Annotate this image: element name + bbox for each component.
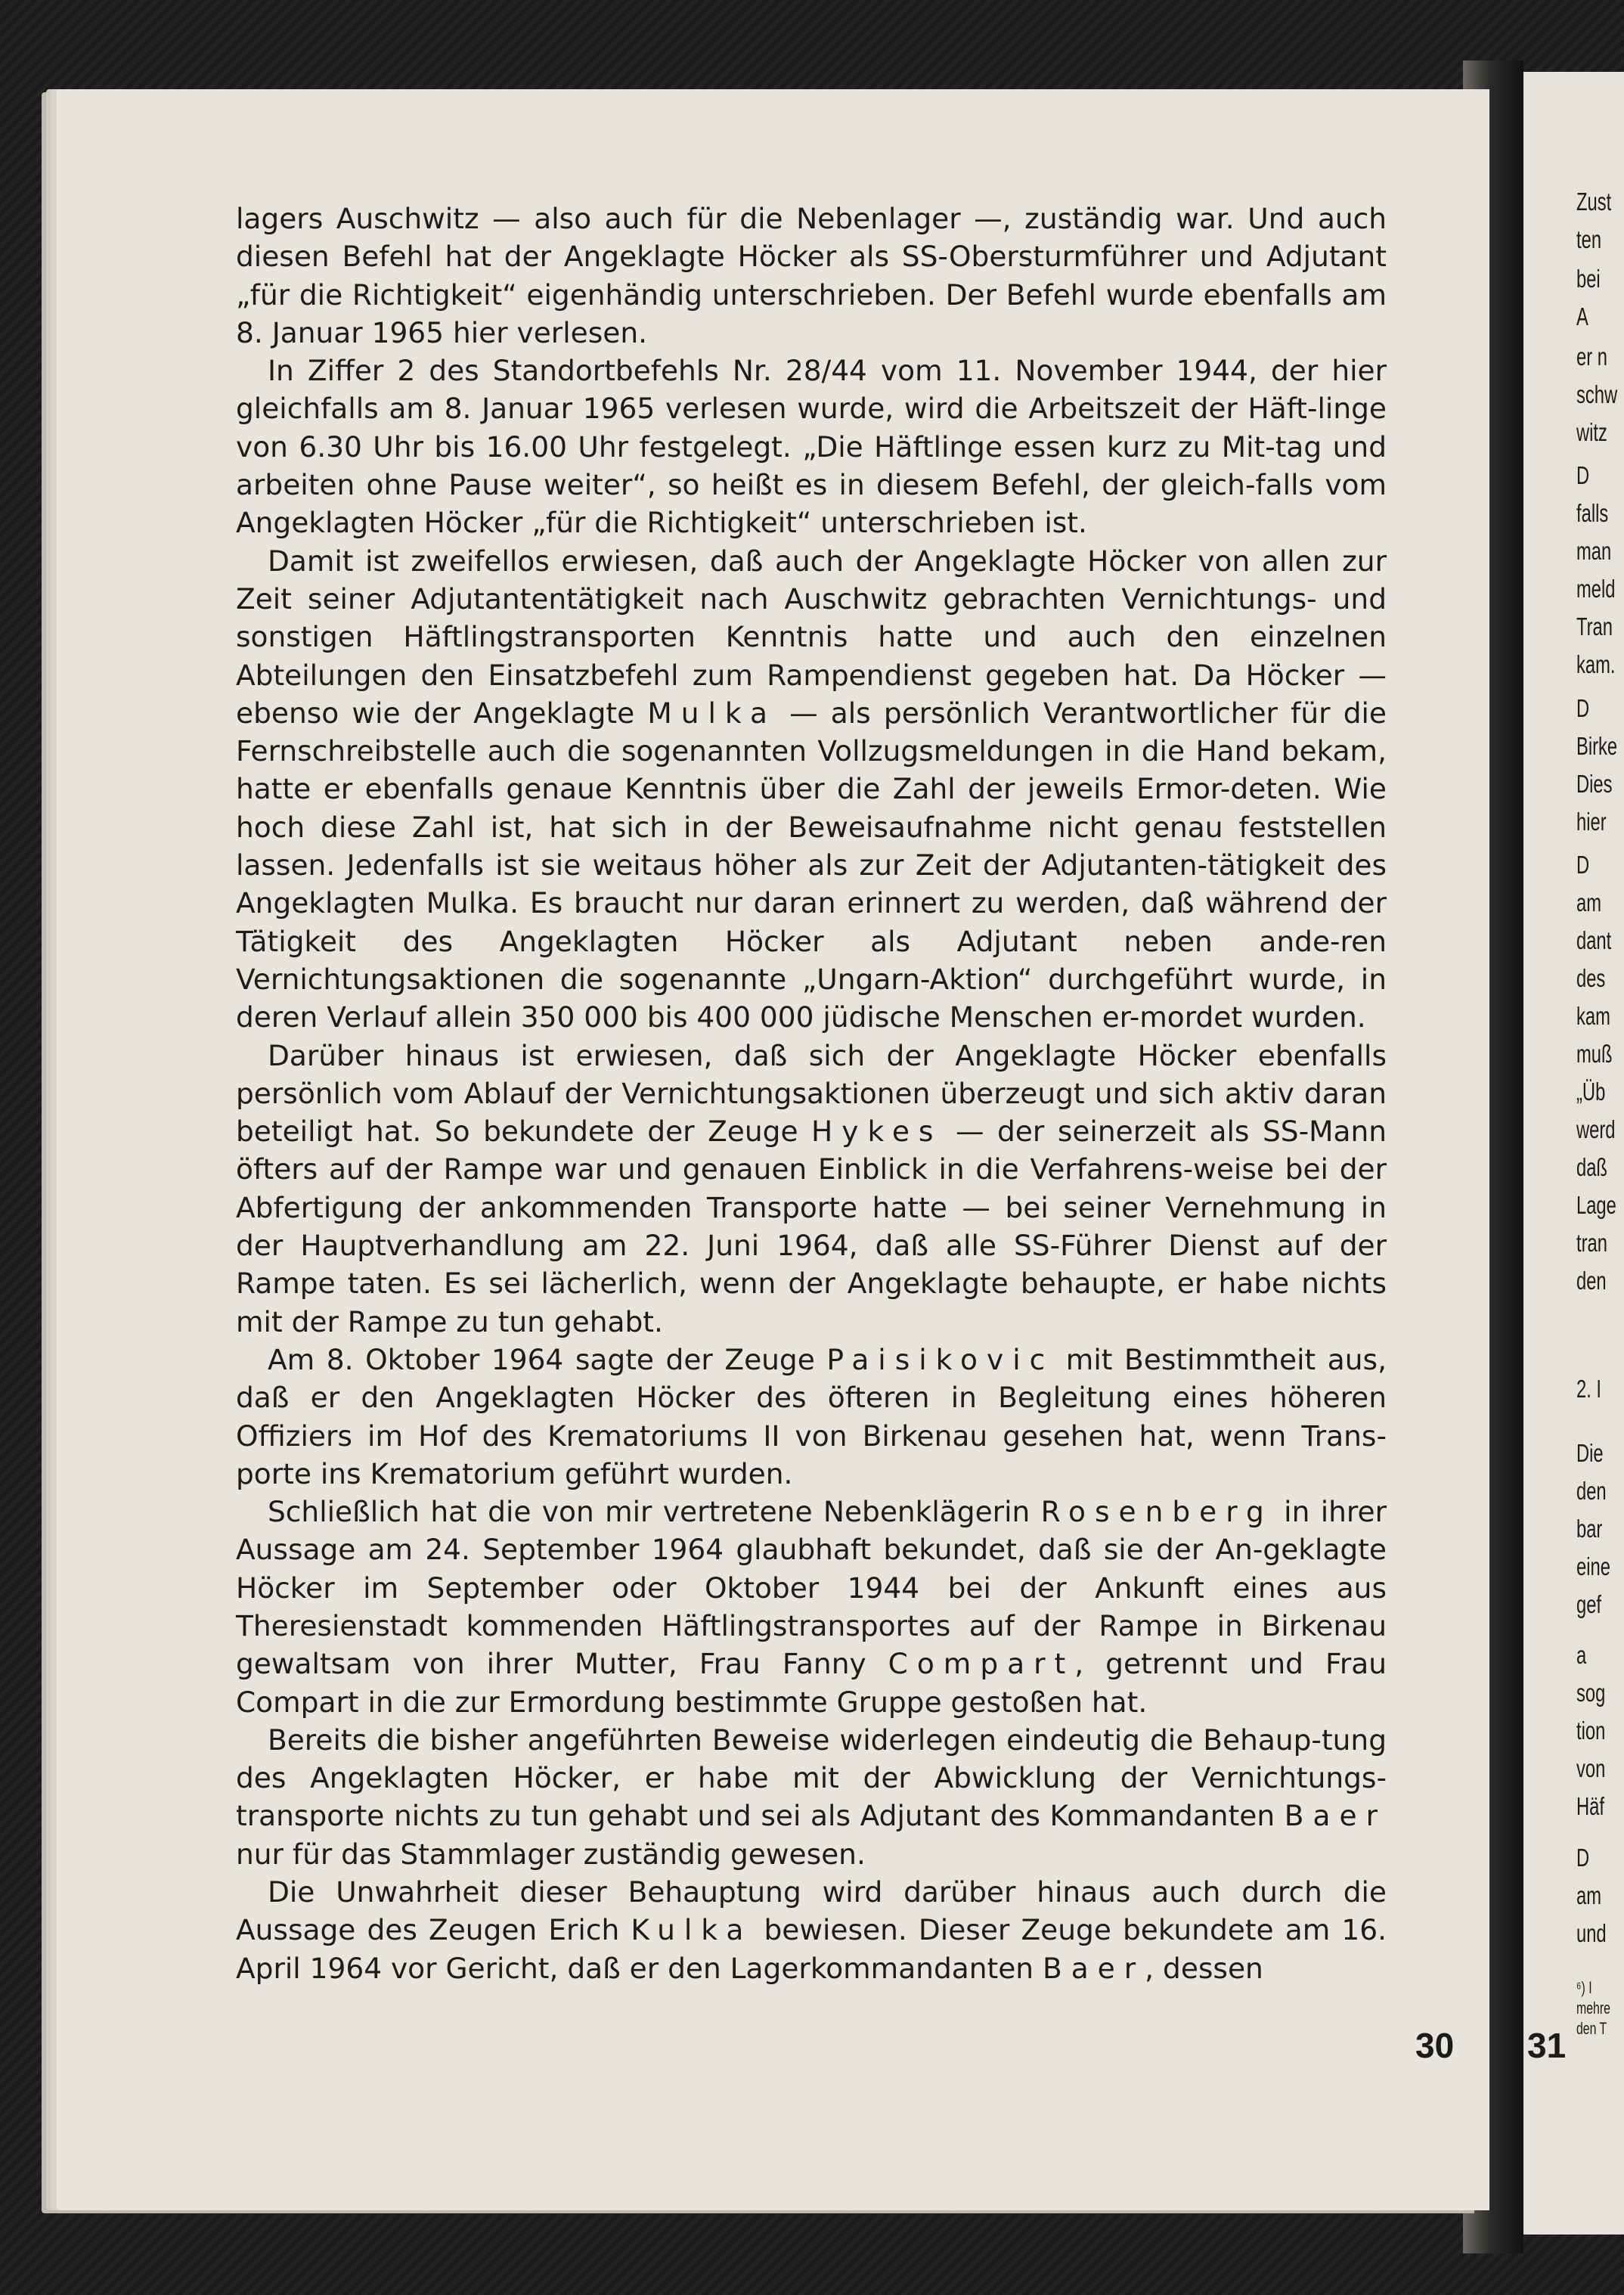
right-page-fragment: und [1576, 1919, 1607, 1947]
right-page-fragment: man [1576, 537, 1612, 565]
paragraph [236, 1341, 1387, 1493]
paragraph-text: — als persönlich Verantwortlicher für die Fernschreibstelle auch die sogenannten Vollzugsmeldungen in die Hand bekam, hatte er ebenfalls genaue Kenntnis über die Zahl der jeweils Ermor-deten. Wie hoch diese Zahl ist, hat sich in der Beweisaufnahme nicht genau feststellen lassen. Jedenfalls ist sie weitaus höher als zur Zeit der Adjutanten-tätigkeit des Angeklagten Mulka. Es braucht nur daran erinnert zu werden, daß während der Tätigkeit des Angeklagten Höcker als Adjutant neben ande-ren Vernichtungsaktionen die sogenannte „Ungarn-Aktion“ durchgeführt wurde, in deren Verlauf allein 350 000 bis 400 000 jüdische Menschen er-mordet wurden. [236, 696, 1387, 1034]
paragraph-text: lagers Auschwitz — also auch für die Nebenlager —, zuständig war. Und auch diesen Befehl hat der Angeklagte Höcker als SS-Obersturmführer und Adjutant „für die Richtigkeit“ eigenhändig unterschrieben. Der Befehl wurde ebenfalls am 8. Januar 1965 hier verlesen. [236, 202, 1387, 349]
right-page-fragment: den [1576, 1477, 1607, 1505]
right-page-fragment: D [1576, 694, 1590, 722]
spaced-name: Hykes [811, 1115, 943, 1149]
right-page-fragment: 2. I [1576, 1375, 1602, 1403]
spaced-name: Mulka [647, 696, 776, 730]
right-page-fragment: er n [1576, 343, 1607, 371]
spaced-name: Paisikovic [826, 1342, 1055, 1376]
spaced-name: Baer [1284, 1799, 1387, 1833]
page-number-left: 30 [1415, 2026, 1455, 2065]
right-page-fragment: bei [1576, 265, 1601, 293]
paragraph-text: In Ziffer 2 des Standortbefehls Nr. 28/44 vom 11. November 1944, der hier gleichfalls am 8. Januar 1965 verlesen wurde, wird die Arbeitszeit der Häft-linge von 6.30 Uhr bis 16.00 Uhr festgelegt. „Die Häftlinge essen kurz zu Mit-tag und arbeiten ohne Pause weiter“, so heißt es in diesem Befehl, der gleich-falls vom Angeklagten Höcker „für die Richtigkeit“ unterschrieben ist. [236, 354, 1387, 540]
paragraph [236, 1721, 1387, 1873]
right-page-fragment: falls [1576, 499, 1609, 527]
paragraph-text: bewiesen. Dieser Zeuge bekundete am 16. April 1964 vor Gericht, daß er den Lagerkommandanten [236, 1913, 1387, 1985]
spaced-name: Kulka [631, 1913, 753, 1947]
right-page-fragment: bar [1576, 1515, 1603, 1543]
paragraph-text: — der seinerzeit als SS-Mann öfters auf der Rampe war und genauen Einblick in die Verfahrens-weise bei der Abfertigung der ankommenden Transporte hatte — bei seiner Vernehmung in der Hauptverhandlung am 22. Juni 1964, daß alle SS-Führer Dienst auf der Rampe taten. Es sei lächerlich, wenn der Angeklagte behaupte, er habe nichts mit der Rampe zu tun gehabt. [236, 1115, 1387, 1338]
paragraph-text: Schließlich hat die von mir vertretene Nebenklägerin [268, 1495, 1041, 1529]
right-page-fragment: eine [1576, 1552, 1610, 1580]
right-page-fragment: Dies [1576, 770, 1613, 798]
paragraph-text: , getrennt und Frau Compart in die zur Ermordung bestimmte Gruppe gestoßen hat. [236, 1647, 1387, 1719]
right-page-fragment: meld [1576, 575, 1616, 603]
page-number-right: 31 [1527, 2026, 1567, 2065]
paragraph [236, 200, 1387, 352]
right-page-fragment: werd [1576, 1115, 1616, 1143]
right-page-fragment: mehre [1576, 1999, 1610, 2017]
right-page-fragment: muß [1576, 1040, 1613, 1068]
paragraph-text: , dessen [1145, 1951, 1263, 1985]
paragraph-text: Am 8. Oktober 1964 sagte der Zeuge [268, 1342, 827, 1376]
right-page-fragment: Häf [1576, 1792, 1604, 1820]
paragraph [236, 1037, 1387, 1341]
right-page-fragment: Birke [1576, 732, 1618, 760]
right-page-fragment: ⁶) I [1576, 1978, 1592, 1997]
right-page-fragment: Zust [1576, 188, 1612, 216]
right-page-fragment: den [1576, 1267, 1607, 1295]
right-page-fragment: D [1576, 461, 1590, 489]
spaced-name: Rosenberg [1040, 1495, 1273, 1529]
paragraph [236, 352, 1387, 541]
right-page-fragment: Die [1576, 1439, 1604, 1467]
spaced-name: Compart [888, 1647, 1075, 1681]
right-page-fragment: hier [1576, 808, 1607, 836]
right-page-fragment: von [1576, 1754, 1606, 1782]
paragraph-text: Die Unwahrheit dieser Behauptung wird darüber hinaus auch durch die Aussage des Zeugen Erich [236, 1875, 1387, 1947]
right-page-fragment: D [1576, 1844, 1590, 1872]
paragraph [236, 1873, 1387, 1987]
right-page-fragment: daß [1576, 1153, 1607, 1181]
right-page-fragment: sog [1576, 1679, 1606, 1707]
right-page-fragment: a [1576, 1641, 1587, 1669]
paragraph-text: mit Bestimmtheit aus, daß er den Angeklagten Höcker des öfteren in Begleitung eines höheren Offiziers im Hof des Krematoriums II von Birkenau gesehen hat, wenn Trans-porte ins Krematorium geführt wurden. [236, 1342, 1387, 1490]
right-page-text-fragments [1576, 181, 1624, 2223]
right-page-fragment: am [1576, 889, 1602, 916]
paragraph-text: Darüber hinaus ist erwiesen, daß sich der Angeklagte Höcker ebenfalls persönlich vom Ablauf der Vernichtungsaktionen überzeugt und sich aktiv daran beteiligt hat. So bekundete der Zeuge [236, 1038, 1387, 1149]
right-page-fragment: gef [1576, 1590, 1602, 1618]
right-page-fragment: tran [1576, 1229, 1607, 1257]
paragraph-text: in ihrer Aussage am 24. September 1964 glaubhaft bekundet, daß sie der An-geklagte Höcker im September oder Oktober 1944 bei der Ankunft eines aus Theresienstadt kommenden Häftlingstransportes auf der Rampe in Birkenau gewaltsam von ihrer Mutter, Frau Fanny [236, 1495, 1387, 1681]
paragraph-text: nur für das Stammlager zuständig gewesen. [236, 1837, 866, 1871]
right-page-fragment: kam [1576, 1002, 1610, 1030]
body-text [236, 200, 1387, 1987]
right-page-fragment: den T [1576, 2019, 1607, 2038]
right-page-fragment: Tran [1576, 613, 1613, 640]
spaced-name: Baer [1042, 1951, 1145, 1985]
right-page-fragment: kam. [1576, 650, 1616, 678]
right-page-fragment: ten [1576, 225, 1602, 253]
paragraph [236, 1493, 1387, 1721]
paragraph-text: Bereits die bisher angeführten Beweise widerlegen eindeutig die Behaup-tung des Angeklagten Höcker, er habe mit der Abwicklung der Vernichtungs-transporte nichts zu tun gehabt und sei als Adjutant des Kommandanten [236, 1723, 1387, 1833]
right-page-fragment: schw [1576, 380, 1618, 408]
right-page-fragment: am [1576, 1881, 1602, 1909]
right-page-fragment: witz [1576, 418, 1607, 446]
right-page-fragment: dant [1576, 926, 1612, 954]
right-page-fragment: des [1576, 964, 1606, 992]
paragraph [236, 542, 1387, 1037]
right-page-fragment: „Üb [1576, 1078, 1606, 1106]
right-page-fragment: tion [1576, 1717, 1606, 1745]
right-page-fragment: A [1576, 302, 1588, 330]
right-page-fragment: Lage [1576, 1191, 1616, 1219]
right-page-fragment: D [1576, 851, 1590, 879]
paragraph-text: Damit ist zweifellos erwiesen, daß auch der Angeklagte Höcker von allen zur Zeit seiner Adjutantentätigkeit nach Auschwitz gebrachten Vernichtungs- und sonstigen Häftlingstransporten Kenntnis hatte und auch den einzelnen Abteilungen den Einsatzbefehl zum Rampendienst gegeben hat. Da Höcker — ebenso wie der Angeklagte [236, 544, 1387, 730]
